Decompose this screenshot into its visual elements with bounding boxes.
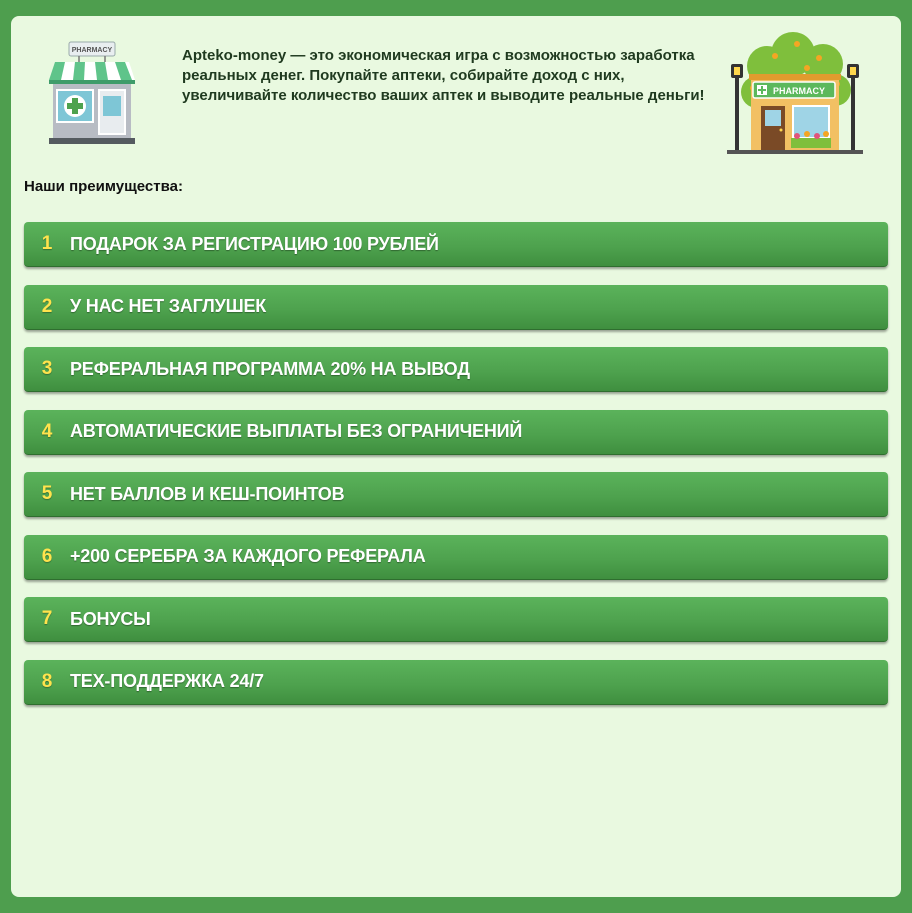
- advantage-item[interactable]: [24, 285, 888, 330]
- advantage-item[interactable]: [24, 222, 888, 267]
- advantage-number: 2: [41, 295, 53, 317]
- intro-header: [11, 16, 901, 166]
- advantages-heading: Наши преимущества:: [24, 178, 183, 195]
- pharmacy-store-icon: [49, 40, 135, 146]
- right-logo-sign: PHARMACY: [772, 86, 826, 96]
- intro-text: Apteko-money — это экономическая игра с возможностью заработка реальных денег. Покупайте аптеки, собирайте доход с них, увеличивайте количество ваших аптек и выводите реальные деньги!: [182, 47, 705, 104]
- advantage-number: 8: [41, 670, 53, 692]
- advantage-item[interactable]: [24, 660, 888, 705]
- advantage-label: ПОДАРОК ЗА РЕГИСТРАЦИЮ 100 РУБЛЕЙ: [70, 233, 439, 254]
- advantages-list: [24, 222, 888, 722]
- advantage-label: НЕТ БАЛЛОВ И КЕШ-ПОИНТОВ: [70, 483, 345, 504]
- advantage-item[interactable]: [24, 597, 888, 642]
- advantage-item[interactable]: [24, 347, 888, 392]
- content-panel: [11, 16, 901, 897]
- advantage-label: ТЕХ-ПОДДЕРЖКА 24/7: [70, 671, 264, 691]
- advantage-number: 6: [41, 545, 53, 567]
- advantage-label: БОНУСЫ: [70, 608, 151, 629]
- advantage-number: 3: [41, 358, 53, 379]
- pharmacy-building-icon: [727, 30, 863, 154]
- advantage-number: 4: [41, 420, 53, 442]
- advantage-label: АВТОМАТИЧЕСКИЕ ВЫПЛАТЫ БЕЗ ОГРАНИЧЕНИЙ: [70, 421, 523, 441]
- advantage-number: 5: [41, 483, 53, 504]
- advantage-label: РЕФЕРАЛЬНАЯ ПРОГРАММА 20% НА ВЫВОД: [70, 358, 470, 379]
- left-logo-sign: PHARMACY: [71, 47, 113, 54]
- advantage-label: +200 СЕРЕБРА ЗА КАЖДОГО РЕФЕРАЛА: [70, 546, 426, 566]
- advantage-label: У НАС НЕТ ЗАГЛУШЕК: [70, 296, 267, 316]
- advantage-number: 1: [41, 233, 53, 254]
- advantage-number: 7: [41, 608, 53, 629]
- advantage-item[interactable]: [24, 535, 888, 580]
- advantage-item[interactable]: [24, 472, 888, 517]
- advantage-item[interactable]: [24, 410, 888, 455]
